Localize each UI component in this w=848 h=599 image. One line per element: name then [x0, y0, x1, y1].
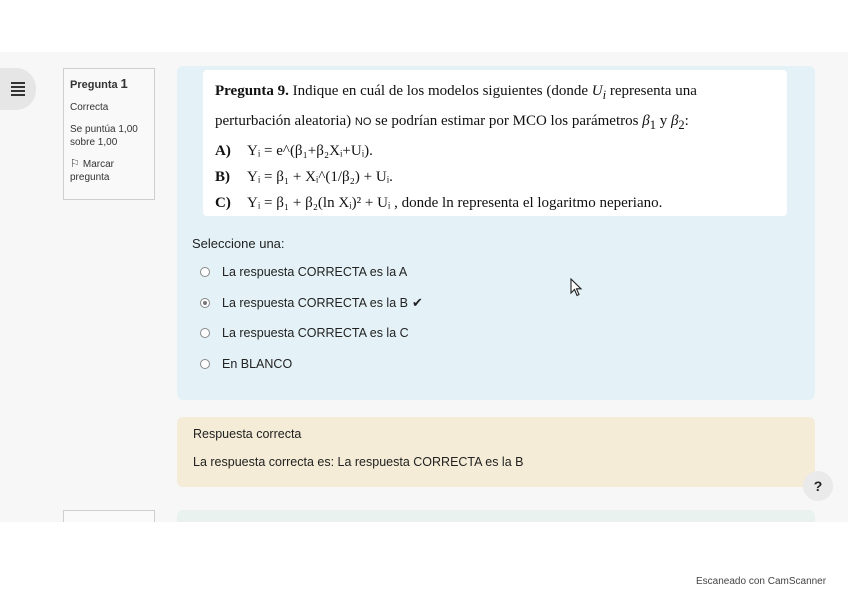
next-question-info-box	[63, 510, 155, 522]
mouse-cursor-icon	[570, 278, 584, 298]
answer-option-b[interactable]: La respuesta CORRECTA es la B ✔	[200, 295, 423, 311]
model-option-c: C) Yᵢ = β₁ + β₂(ln Xᵢ)² + Uᵢ , donde ln representa el logaritmo neperiano.	[215, 195, 663, 211]
question-status: Correcta	[70, 102, 109, 113]
flag-icon: ⚐	[70, 158, 80, 170]
answer-option-a[interactable]: La respuesta CORRECTA es la A	[200, 265, 407, 279]
answer-option-blank[interactable]: En BLANCO	[200, 357, 292, 371]
radio-button[interactable]	[200, 328, 210, 338]
radio-button[interactable]	[200, 267, 210, 277]
question-statement: Pregunta 9. Indique en cuál de los modelos siguientes (donde $U_i$ representa una perturbación aleatoria) NO se podrían estimar por MCO los parámetros $\beta_1$ y $\beta_2$:	[215, 83, 697, 132]
question-score: Se puntúa 1,00 sobre 1,00	[70, 124, 138, 148]
question-text	[203, 70, 787, 216]
feedback-title: Respuesta correcta	[193, 427, 302, 441]
list-icon	[11, 80, 25, 98]
feedback-panel	[177, 417, 815, 487]
model-option-b: B) Yᵢ = β₁ + Xᵢ^(1/β₂) + Uᵢ.	[215, 169, 393, 185]
answer-option-c[interactable]: La respuesta CORRECTA es la C	[200, 326, 409, 340]
radio-button-selected[interactable]	[200, 298, 210, 308]
question-number: Pregunta 1	[70, 76, 128, 91]
help-button[interactable]: ?	[803, 471, 833, 501]
flag-question-link[interactable]: ⚐ Marcar pregunta	[70, 158, 114, 183]
next-question-panel	[177, 510, 815, 522]
correct-answer-text: La respuesta correcta es: La respuesta CORRECTA es la B	[193, 455, 524, 469]
model-option-a: A) Yᵢ = e^(β₁+β₂Xᵢ+Uᵢ).	[215, 143, 373, 159]
question-info-box	[63, 68, 155, 200]
scanner-watermark: Escaneado con CamScanner	[696, 576, 827, 587]
check-icon: ✔	[411, 295, 423, 310]
radio-button[interactable]	[200, 359, 210, 369]
select-one-label: Seleccione una:	[192, 236, 285, 251]
